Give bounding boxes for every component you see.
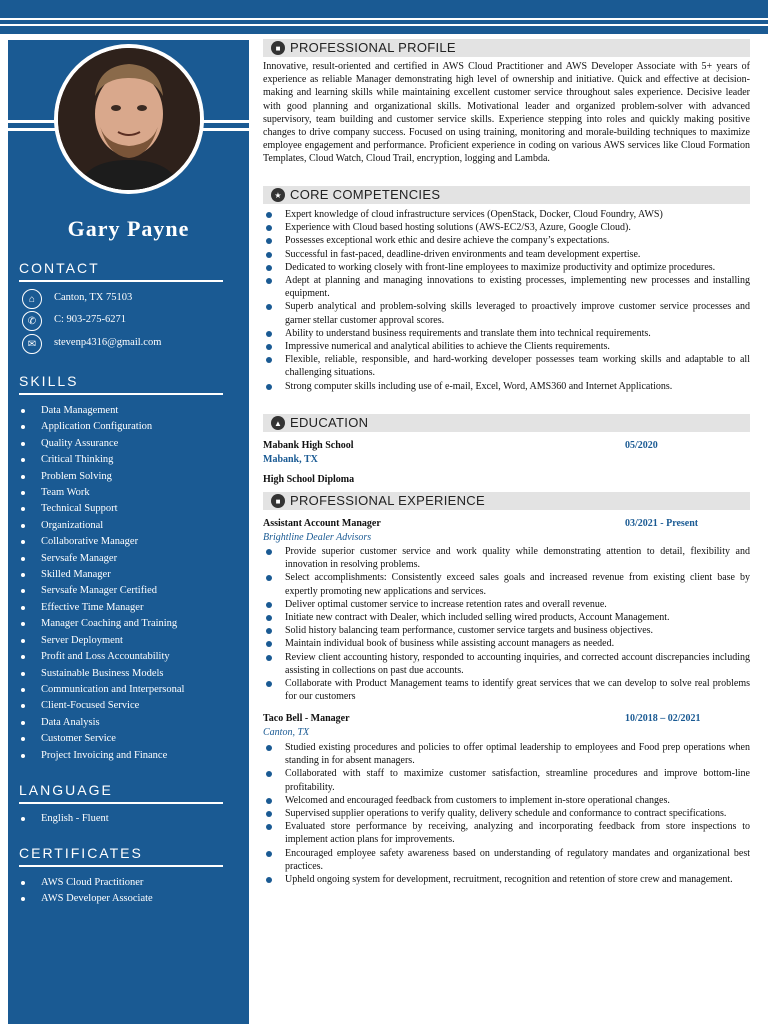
star-icon: ★ xyxy=(271,188,285,202)
list-item: Critical Thinking xyxy=(19,452,239,468)
skills-heading-text: SKILLS xyxy=(19,373,79,389)
list-item: Server Deployment xyxy=(19,633,239,649)
contact-rule xyxy=(19,280,223,282)
list-item: Provide superior customer service and work quality while demonstrating attention to detail, flexibility and innovation in resolving problems. xyxy=(263,545,750,571)
list-item: Dedicated to working closely with front-line employees to maximize productivity and optimize procedures. xyxy=(263,261,750,274)
language-heading xyxy=(19,782,223,798)
list-item: Organizational xyxy=(19,518,239,534)
list-item: English - Fluent xyxy=(19,811,239,827)
list-item: Quality Assurance xyxy=(19,436,239,452)
list-item: Maintain individual book of business while assisting account managers as needed. xyxy=(263,637,750,650)
contact-phone[interactable] xyxy=(22,311,242,331)
education-school: Mabank High School xyxy=(263,440,354,451)
contact-address-text: Canton, TX 75103 xyxy=(54,292,133,303)
profile-heading xyxy=(263,39,750,57)
list-item: Welcomed and encouraged feedback from customers to implement in-store operational changes. xyxy=(263,794,750,807)
list-item: Superb analytical and problem-solving skills leveraged to proactively improve customer service processes and garner stellar customer approval scores. xyxy=(263,300,750,326)
job-date: 10/2018 – 02/2021 xyxy=(625,713,701,724)
certificates-heading xyxy=(19,845,223,861)
contact-address xyxy=(22,289,242,309)
profile-text: Innovative, result-oriented and certified in AWS Cloud Practitioner and AWS Developer Associate with 5+ years of experience as reliable Manager demonstrating high level of ownership and initiative. Quick and effective at decision-making and learning skills while maintaining excellent customer service throughout sales experience. Decisive leader with good planning and organizational skills. Motivational leader and organized problem-solver with advanced supervisory, team building and customer service skills. Experience stepping into roles and quickly making positive changes to drive company success. Focused on using training, monitoring and morale-building techniques to maximize employee engagement and performance. Proficient experience in coding on various AWS services like Cloud Formation Templates, Cloud Watch, Cloud Trail, encryption, logging and Lambda. xyxy=(263,61,750,165)
list-item: AWS Cloud Practitioner xyxy=(19,875,239,891)
list-item: Team Work xyxy=(19,485,239,501)
language-heading-text: LANGUAGE xyxy=(19,782,113,798)
list-item: Data Management xyxy=(19,403,239,419)
education-degree: High School Diploma xyxy=(263,474,355,485)
list-item: Solid history balancing team performance, customer service targets and business objectives. xyxy=(263,624,750,637)
job-bullets xyxy=(263,545,750,703)
list-item: Adept at planning and managing innovations to existing processes, implementing new processes and installing equipment. xyxy=(263,274,750,300)
briefcase-icon: ■ xyxy=(271,41,285,55)
list-item: Skilled Manager xyxy=(19,567,239,583)
certificates-heading-text: CERTIFICATES xyxy=(19,845,143,861)
list-item: Impressive numerical and analytical abilities to achieve the Clients requirements. xyxy=(263,340,750,353)
list-item: Communication and Interpersonal xyxy=(19,682,239,698)
list-item: Evaluated store performance by receiving, analyzing and incorporating feedback from store inspections to implement action plans for improvements. xyxy=(263,820,750,846)
avatar xyxy=(58,48,200,190)
phone-icon: ✆ xyxy=(22,311,42,331)
language-list xyxy=(19,811,239,827)
job-company: Canton, TX xyxy=(263,727,310,738)
contact-heading xyxy=(19,260,223,276)
list-item: Flexible, reliable, responsible, and hard-working developer possesses team working skills and adaptable to all challenging situations. xyxy=(263,353,750,379)
list-item: Collaborated with staff to maximize customer satisfaction, streamline procedures and improve bottom-line profitability. xyxy=(263,767,750,793)
list-item: Deliver optimal customer service to increase retention rates and overall revenue. xyxy=(263,598,750,611)
briefcase-icon: ■ xyxy=(271,494,285,508)
list-item: Studied existing procedures and policies to offer optimal leadership to employees and Food prep operations when standing in for absent managers. xyxy=(263,741,750,767)
job-title-row xyxy=(263,713,750,724)
list-item: Successful in fast-paced, deadline-driven environments and team development expertise. xyxy=(263,248,750,261)
list-item: Application Configuration xyxy=(19,419,239,435)
list-item: Data Analysis xyxy=(19,715,239,731)
education-location: Mabank, TX xyxy=(263,454,318,465)
certificates-list xyxy=(19,875,239,908)
skills-rule xyxy=(19,393,223,395)
list-item: Customer Service xyxy=(19,731,239,747)
contact-email-text[interactable]: stevenp4316@gmail.com xyxy=(54,337,162,348)
contact-phone-text[interactable]: C: 903-275-6271 xyxy=(54,314,127,325)
list-item: Initiate new contract with Dealer, which included selling wired products, Account Management. xyxy=(263,611,750,624)
experience-heading-text: PROFESSIONAL EXPERIENCE xyxy=(290,493,485,508)
skills-list xyxy=(19,403,239,764)
job-title: Assistant Account Manager xyxy=(263,518,381,529)
education-school-row xyxy=(263,440,750,451)
list-item: Sustainable Business Models xyxy=(19,666,239,682)
competencies-heading-text: CORE COMPETENCIES xyxy=(290,187,441,202)
list-item: Upheld ongoing system for development, recruitment, recognition and retention of store crew and management. xyxy=(263,873,750,886)
list-item: Experience with Cloud based hosting solutions (AWS-EC2/S3, Azure, Google Cloud). xyxy=(263,221,750,234)
list-item: Ability to understand business requirements and translate them into technical requirements. xyxy=(263,327,750,340)
list-item: Technical Support xyxy=(19,501,239,517)
job-date: 03/2021 - Present xyxy=(625,518,699,529)
list-item: Effective Time Manager xyxy=(19,600,239,616)
list-item: Select accomplishments: Consistently exceed sales goals and increased revenue from existing client base by expertly promoting new applications and services. xyxy=(263,571,750,597)
job-title-row xyxy=(263,518,750,529)
profile-photo xyxy=(54,44,204,194)
language-rule xyxy=(19,802,223,804)
list-item: Client-Focused Service xyxy=(19,698,239,714)
education-date: 05/2020 xyxy=(625,440,658,451)
skills-heading xyxy=(19,373,223,389)
list-item: Encouraged employee safety awareness based on understanding of regulatory mandates and organizational best practices. xyxy=(263,847,750,873)
job-bullets xyxy=(263,741,750,886)
certificates-rule xyxy=(19,865,223,867)
list-item: Expert knowledge of cloud infrastructure services (OpenStack, Docker, Cloud Foundry, AWS) xyxy=(263,208,750,221)
photo-area xyxy=(8,40,249,220)
list-item: Collaborate with Product Management teams to identify great services that we can develop to solve real problems for our customers xyxy=(263,677,750,703)
list-item: Review client accounting history, responded to accounting inquiries, and corrected account discrepancies including assisting in collections on past due accounts. xyxy=(263,651,750,677)
list-item: Possesses exceptional work ethic and desire achieve the company’s expectations. xyxy=(263,234,750,247)
sidebar xyxy=(8,40,249,1024)
profile-heading-text: PROFESSIONAL PROFILE xyxy=(290,40,456,55)
home-icon: ⌂ xyxy=(22,289,42,309)
mail-icon: ✉ xyxy=(22,334,42,354)
list-item: Profit and Loss Accountability xyxy=(19,649,239,665)
list-item: Servsafe Manager Certified xyxy=(19,583,239,599)
avatar-portrait xyxy=(58,48,200,190)
list-item: Collaborative Manager xyxy=(19,534,239,550)
list-item: Servsafe Manager xyxy=(19,551,239,567)
list-item: Strong computer skills including use of e-mail, Excel, Word, AMS360 and Internet Applications. xyxy=(263,380,750,393)
competencies-heading xyxy=(263,186,750,204)
job-title: Taco Bell - Manager xyxy=(263,713,350,724)
banner-stripe xyxy=(0,18,768,20)
education-heading xyxy=(263,414,750,432)
experience-heading xyxy=(263,492,750,510)
list-item: Manager Coaching and Training xyxy=(19,616,239,632)
contact-email[interactable] xyxy=(22,334,242,354)
list-item: AWS Developer Associate xyxy=(19,891,239,907)
top-banner xyxy=(0,0,768,34)
person-name: Gary Payne xyxy=(67,216,190,241)
banner-stripe xyxy=(0,24,768,26)
education-heading-text: EDUCATION xyxy=(290,415,369,430)
job-company: Brightline Dealer Advisors xyxy=(263,532,372,543)
competencies-list xyxy=(263,208,750,393)
graduation-cap-icon: ▲ xyxy=(271,416,285,430)
list-item: Project Invoicing and Finance xyxy=(19,748,239,764)
list-item: Supervised supplier operations to verify quality, delivery schedule and conformance to contract specifications. xyxy=(263,807,750,820)
list-item: Problem Solving xyxy=(19,469,239,485)
contact-heading-text: CONTACT xyxy=(19,260,100,276)
